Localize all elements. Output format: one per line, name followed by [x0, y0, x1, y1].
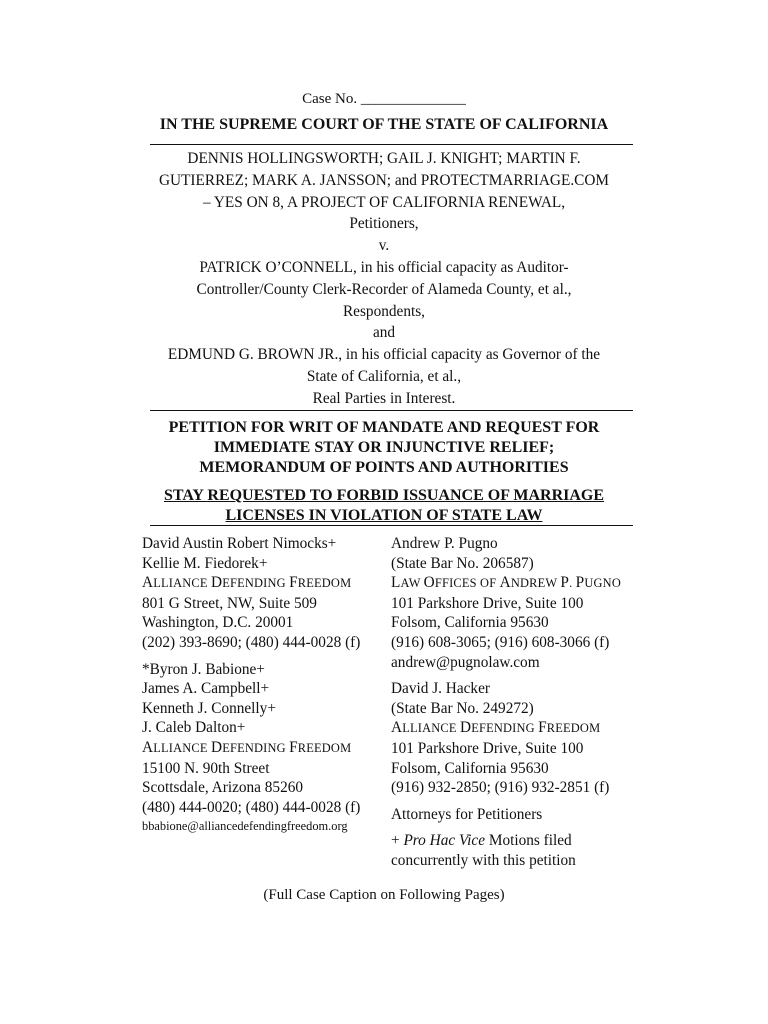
attorney-name: Kenneth J. Connelly+: [142, 699, 276, 717]
attorney-name: J. Caleb Dalton+: [142, 719, 246, 737]
address-line: 801 G Street, NW, Suite 509: [142, 594, 317, 612]
firm-name: ALLIANCE DEFENDING FREEDOM: [142, 574, 352, 592]
email-link[interactable]: andrew@pugnolaw.com: [391, 653, 540, 671]
full-caption-note: (Full Case Caption on Following Pages): [263, 887, 505, 903]
petition-title-line-1: PETITION FOR WRIT OF MANDATE AND REQUEST FOR: [168, 419, 600, 436]
firm-name: ALLIANCE DEFENDING FREEDOM: [142, 738, 352, 756]
attorney-name: David J. Hacker: [391, 680, 490, 698]
firm-name: LAW OFFICES OF ANDREW P. PUGNO: [391, 574, 621, 592]
phone-line: (202) 393-8690; (480) 444-0028 (f): [142, 633, 361, 651]
address-line: 101 Parkshore Drive, Suite 100: [391, 739, 584, 757]
real-parties-role: Real Parties in Interest.: [312, 389, 456, 407]
and-connector: and: [372, 324, 396, 342]
attorneys-for-label: Attorneys for Petitioners: [391, 805, 543, 823]
stay-line-1: STAY REQUESTED TO FORBID ISSUANCE OF MARRIAGE: [163, 487, 605, 504]
email-link[interactable]: bbabione@alliancedefendingfreedom.org: [142, 819, 348, 834]
respondents-line-1: PATRICK O’CONNELL, in his official capacity as Auditor-: [199, 258, 569, 276]
address-line: 101 Parkshore Drive, Suite 100: [391, 594, 584, 612]
phone-line: (916) 932-2850; (916) 932-2851 (f): [391, 779, 610, 797]
address-line: Washington, D.C. 20001: [142, 614, 294, 632]
respondents-line-2: Controller/County Clerk-Recorder of Alameda County, et al.,: [196, 280, 572, 298]
attorney-name: Andrew P. Pugno: [391, 535, 498, 552]
stay-request: [0, 486, 768, 526]
attorney-block: [142, 534, 387, 653]
versus: v.: [378, 237, 390, 255]
petition-title-line-2: IMMEDIATE STAY OR INJUNCTIVE RELIEF;: [213, 439, 555, 456]
petitioners-line-2: GUTIERREZ; MARK A. JANSSON; and PROTECTMARRIAGE.COM: [158, 171, 609, 189]
phone-line: (916) 608-3065; (916) 608-3066 (f): [391, 633, 610, 651]
attorneys-right-column: [391, 534, 651, 871]
attorney-block: [391, 679, 651, 798]
case-number: Case No. ______________: [302, 91, 466, 107]
attorney-block: [391, 534, 651, 672]
party-caption: [0, 148, 768, 410]
address-line: Scottsdale, Arizona 85260: [142, 779, 304, 797]
petition-title: [0, 418, 768, 478]
attorney-block: [142, 660, 387, 837]
stay-line-2: LICENSES IN VIOLATION OF STATE LAW: [225, 507, 543, 524]
petitioners-role: Petitioners,: [349, 215, 419, 233]
state-bar-number: (State Bar No. 206587): [391, 554, 534, 572]
attorney-name: James A. Campbell+: [142, 680, 270, 698]
petitioners-line-1: DENNIS HOLLINGSWORTH; GAIL J. KNIGHT; MARTIN F.: [187, 150, 581, 167]
divider-top: [150, 144, 633, 145]
petition-title-line-3: MEMORANDUM OF POINTS AND AUTHORITIES: [199, 459, 569, 476]
divider-bottom: [150, 525, 633, 526]
attorneys-left-column: [142, 534, 387, 844]
address-line: 15100 N. 90th Street: [142, 759, 270, 777]
address-line: Folsom, California 95630: [391, 614, 549, 632]
respondents-role: Respondents,: [342, 302, 425, 320]
pro-hac-vice-note: + Pro Hac Vice Motions filed concurrently with this petition: [391, 832, 576, 869]
petitioners-line-3: – YES ON 8, A PROJECT OF CALIFORNIA RENEWAL,: [202, 193, 566, 211]
attorney-name: Kellie M. Fiedorek+: [142, 554, 268, 572]
attorney-name: David Austin Robert Nimocks+: [142, 535, 337, 552]
phone-line: (480) 444-0020; (480) 444-0028 (f): [142, 798, 361, 816]
attorney-name: *Byron J. Babione+: [142, 660, 265, 678]
real-parties-line-1: EDMUND G. BROWN JR., in his official capacity as Governor of the: [167, 346, 601, 364]
court-title: IN THE SUPREME COURT OF THE STATE OF CALIFORNIA: [159, 116, 609, 133]
divider-middle: [150, 410, 633, 411]
state-bar-number: (State Bar No. 249272): [391, 699, 534, 717]
real-parties-line-2: State of California, et al.,: [306, 367, 462, 385]
address-line: Folsom, California 95630: [391, 759, 549, 777]
firm-name: ALLIANCE DEFENDING FREEDOM: [391, 719, 601, 737]
